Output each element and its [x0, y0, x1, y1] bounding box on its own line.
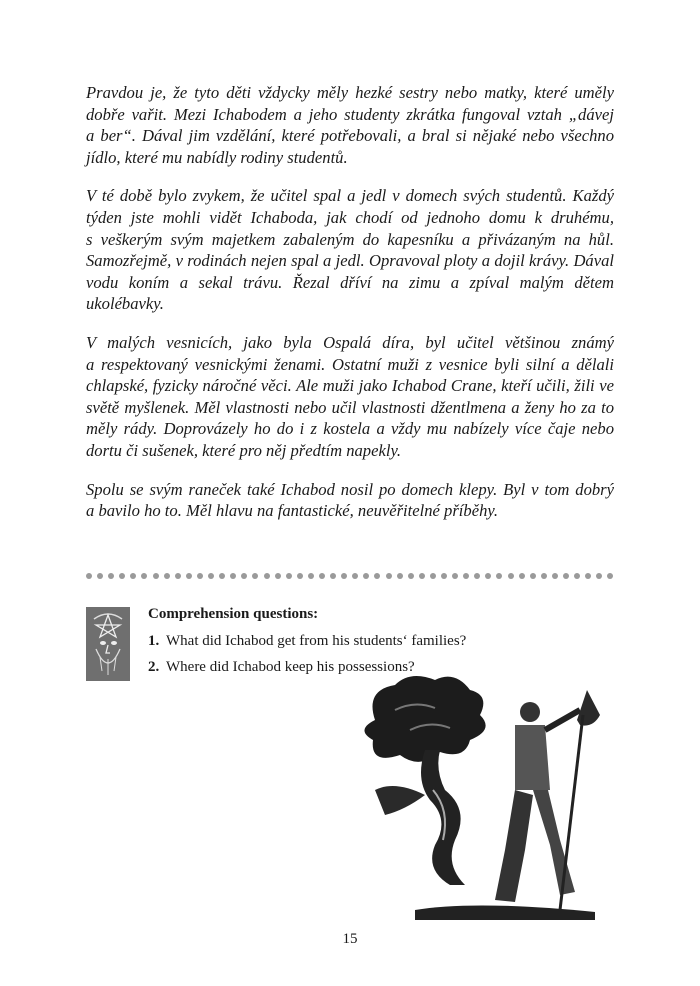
text-line: Pravdou je, že tyto děti vždycky měly hezké sestry nebo matky, které uměly — [86, 83, 614, 102]
text-line: s veškerým svým majetkem zabaleným do kapesníku a přivázaným na hůl. — [86, 229, 614, 249]
separator-dot — [275, 573, 281, 579]
text-line: a bavilo ho to. Měl hlavu na fantastické, neuvěřitelné příběhy. — [86, 501, 498, 521]
separator-dot — [264, 573, 270, 579]
question-text: What did Ichabod get from his students‘ families? — [166, 633, 467, 649]
separator-dot — [97, 573, 103, 579]
separator-dot — [219, 573, 225, 579]
separator-dot — [452, 573, 458, 579]
separator-dot — [230, 573, 236, 579]
text-line: světě myšlenek. Měl vlastnosti nebo učil vlastnosti džentlmena a ženy ho za to — [86, 397, 614, 417]
separator-dot — [363, 573, 369, 579]
separator-dot — [441, 573, 447, 579]
paragraph-3 — [86, 332, 614, 462]
question-text: Where did Ichabod keep his possessions? — [166, 659, 415, 675]
question-number: 1. — [148, 633, 160, 649]
separator-dot — [86, 573, 92, 579]
separator-dot — [408, 573, 414, 579]
separator-dot — [541, 573, 547, 579]
text-line: a ber“. Dával jim vzdělání, které potřebovali, a bral si nějaké nebo všechno — [86, 126, 614, 146]
question-number: 2. — [148, 659, 160, 675]
separator-dot — [252, 573, 258, 579]
separator-dot — [186, 573, 192, 579]
separator-dot — [419, 573, 425, 579]
separator-dot — [596, 573, 602, 579]
paragraph-2 — [86, 185, 614, 315]
separator-dot — [485, 573, 491, 579]
text-line: jídlo, které mu nabídly rodiny studentů. — [86, 147, 348, 167]
paragraph-4 — [86, 479, 614, 522]
separator-dot — [352, 573, 358, 579]
wizard-face-icon — [86, 607, 130, 681]
separator-dot — [153, 573, 159, 579]
separator-dot — [508, 573, 514, 579]
separator-dot — [241, 573, 247, 579]
separator-dot — [341, 573, 347, 579]
separator-dot — [330, 573, 336, 579]
text-line: V malých vesnicích, jako byla Ospalá díra, byl učitel většinou známý — [86, 332, 614, 352]
separator-dot — [286, 573, 292, 579]
body-text — [86, 82, 614, 539]
comprehension-title: Comprehension questions: — [148, 606, 319, 622]
text-line: dortu či sušenek, které pro něj předtím napekly. — [86, 440, 402, 460]
separator-dot — [386, 573, 392, 579]
separator-dot — [474, 573, 480, 579]
text-line: týden jste mohli vidět Ichaboda, jak chodí od jednoho domu k druhému, — [86, 207, 614, 227]
separator-dot — [374, 573, 380, 579]
text-line: a respektovaný vesnickými ženami. Ostatní muži z vesnice byli silní a dělali — [86, 354, 614, 374]
separator-dot — [552, 573, 558, 579]
separator-dot — [141, 573, 147, 579]
separator-dot — [175, 573, 181, 579]
separator-dot — [119, 573, 125, 579]
separator-dot — [108, 573, 114, 579]
separator-dot — [297, 573, 303, 579]
separator-dot — [463, 573, 469, 579]
dotted-separator — [86, 571, 614, 581]
separator-dot — [574, 573, 580, 579]
text-line: Spolu se svým raneček také Ichabod nosil po domech klepy. Byl v tom dobrý — [86, 479, 614, 499]
ichabod-illustration — [355, 670, 605, 920]
separator-dot — [530, 573, 536, 579]
separator-dot — [130, 573, 136, 579]
question-1 — [148, 631, 466, 657]
text-line: Samozřejmě, v rodinách nejen spal a jedl. Opravoval ploty a dojil krávy. Dával — [86, 251, 614, 271]
text-line: vodu koním a sekal trávu. Řezal dříví na zimu a zpíval malým dětem — [86, 272, 614, 292]
separator-dot — [563, 573, 569, 579]
separator-dot — [607, 573, 613, 579]
text-line: měly rády. Doprovázely ho do i z kostela a vždy mu nabízely více čaje nebo — [86, 419, 614, 439]
separator-dot — [319, 573, 325, 579]
text-line: ukolébavky. — [86, 294, 164, 314]
separator-dot — [308, 573, 314, 579]
separator-dot — [397, 573, 403, 579]
separator-dot — [519, 573, 525, 579]
text-line: dobře vařit. Mezi Ichabodem a jeho studenty zkrátka fungoval vztah „dávej — [86, 104, 614, 124]
separator-dot — [164, 573, 170, 579]
separator-dot — [496, 573, 502, 579]
separator-dot — [430, 573, 436, 579]
page-number: 15 — [342, 931, 358, 947]
separator-dot — [585, 573, 591, 579]
separator-dot — [197, 573, 203, 579]
paragraph-1 — [86, 82, 614, 168]
separator-dot — [208, 573, 214, 579]
text-line: chlapské, fyzicky náročné věci. Ale muži jako Ichabod Crane, kteří učili, žili ve — [86, 376, 614, 396]
text-line: V té době bylo zvykem, že učitel spal a jedl v domech svých studentů. Každý — [86, 186, 614, 206]
